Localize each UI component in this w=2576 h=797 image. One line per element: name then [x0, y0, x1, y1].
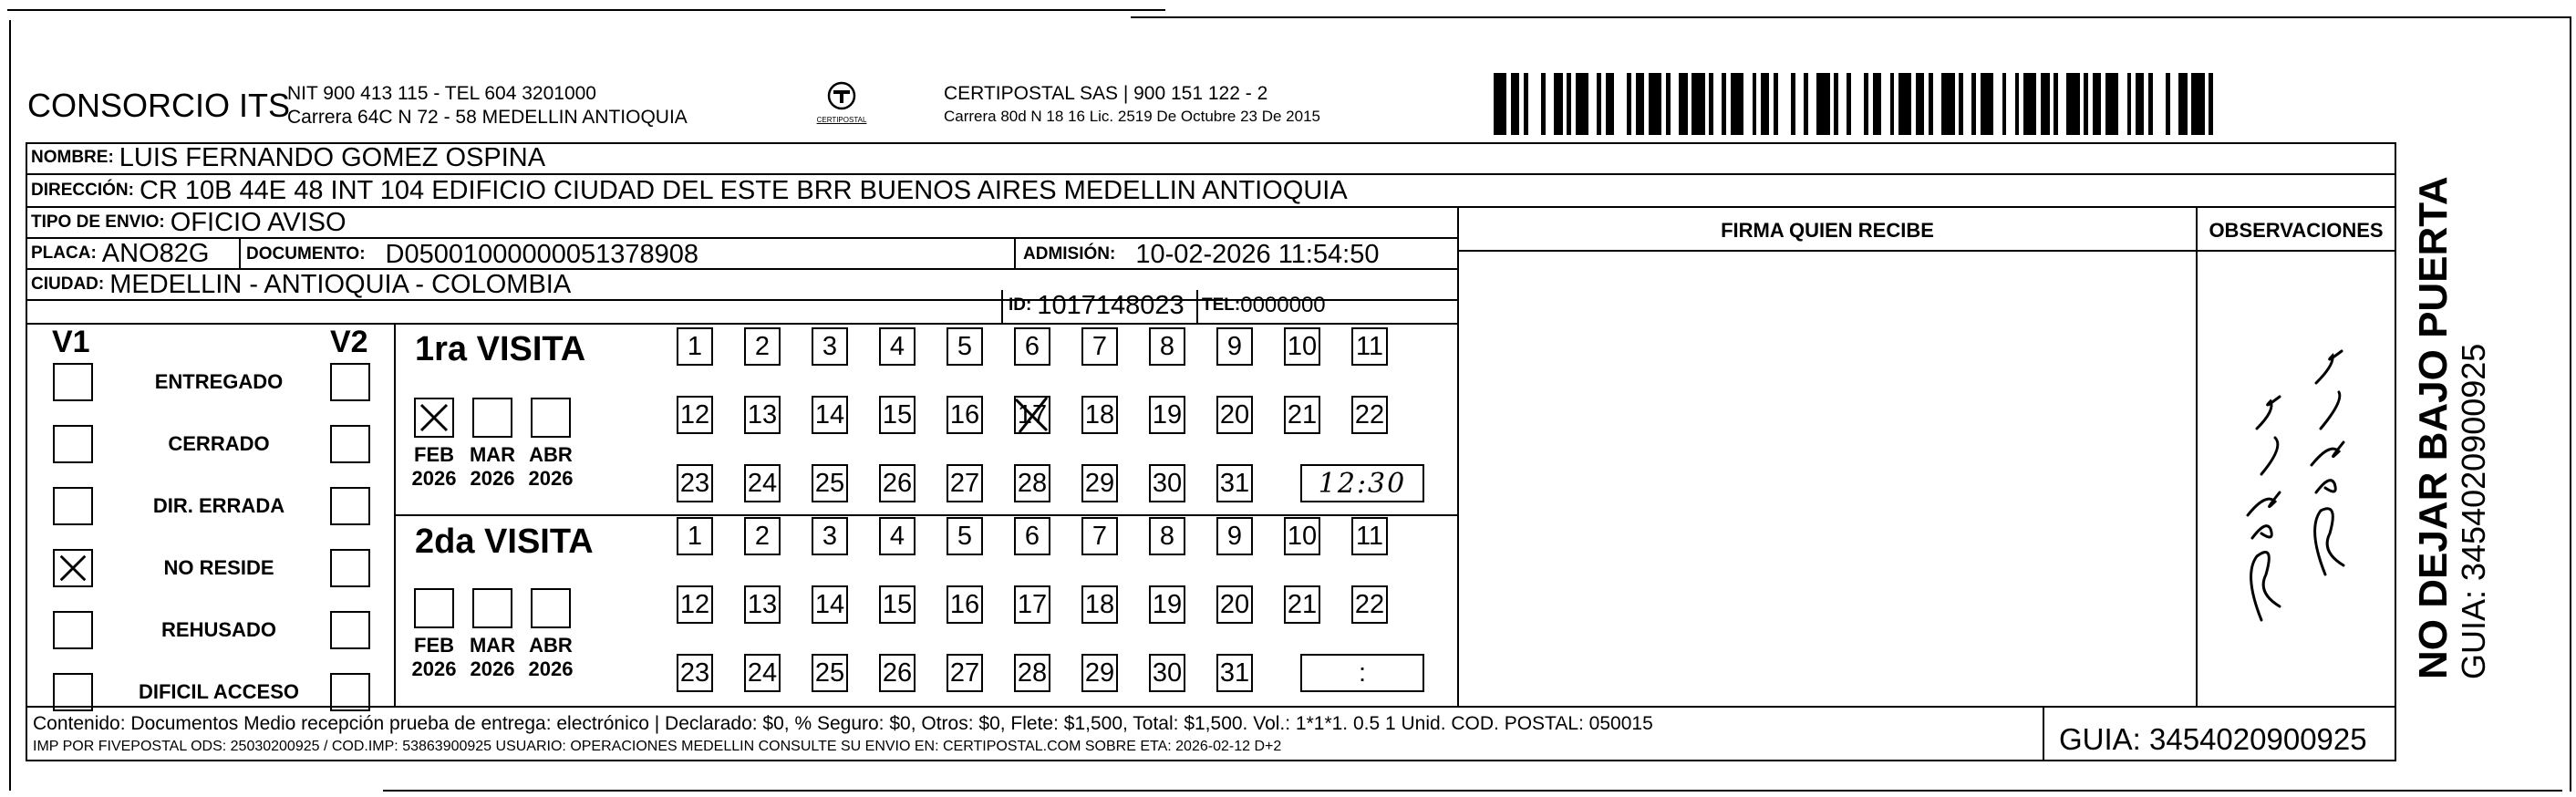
day-box[interactable] — [1216, 396, 1253, 434]
company-name: CONSORCIO ITS — [27, 87, 291, 124]
barcode-bar — [1494, 73, 1506, 135]
tipo-value: OFICIO AVISO — [170, 207, 347, 237]
day-number: 8 — [1159, 521, 1175, 551]
row-direccion — [27, 175, 2396, 208]
day-box[interactable] — [1351, 585, 1388, 624]
day-number: 27 — [949, 657, 980, 688]
placa-value: ANO82G — [101, 238, 210, 268]
row-nombre — [27, 142, 2396, 175]
day-number: 5 — [957, 521, 973, 551]
day-box[interactable] — [677, 585, 713, 624]
v2-checkbox-4[interactable] — [330, 549, 370, 587]
side-warning-block — [2412, 176, 2492, 679]
day-number: 20 — [1219, 399, 1250, 430]
day-box[interactable] — [812, 396, 848, 434]
reason-label: REHUSADO — [161, 618, 276, 641]
barcode-bar — [1743, 73, 1752, 135]
month-checkbox[interactable] — [472, 588, 512, 628]
admision-value: 10-02-2026 11:54:50 — [1135, 239, 1380, 269]
month-year: 2026 — [528, 467, 574, 490]
v2-checkbox-1[interactable] — [330, 363, 370, 401]
id-field — [1009, 288, 1185, 323]
barcode-bar — [2066, 73, 2079, 135]
v1-label: V1 — [52, 325, 90, 359]
v1-checkbox-4[interactable] — [53, 549, 93, 587]
courier-info — [944, 82, 1320, 128]
day-box[interactable] — [1149, 517, 1185, 555]
day-number: 19 — [1152, 589, 1183, 619]
tel-label: TEL: — [1202, 295, 1241, 315]
month-checkbox[interactable] — [531, 588, 571, 628]
day-number: 10 — [1287, 331, 1318, 361]
month-checkbox[interactable] — [414, 398, 454, 438]
v1-checkbox-5[interactable] — [53, 611, 93, 649]
barcode-bar — [1993, 73, 2002, 135]
month-label — [465, 443, 520, 491]
ciudad-value: MEDELLIN - ANTIOQUIA - COLOMBIA — [109, 269, 572, 299]
footer-details — [33, 713, 2021, 755]
x-mark-icon — [55, 551, 91, 585]
month-label — [523, 634, 578, 681]
day-box[interactable] — [1081, 517, 1118, 555]
company-nit: NIT 900 413 115 - TEL 604 3201000 — [287, 83, 596, 104]
firma-area[interactable] — [1461, 254, 2194, 704]
day-box[interactable] — [947, 654, 983, 692]
month-checkbox[interactable] — [472, 398, 512, 438]
day-box[interactable] — [1149, 464, 1185, 502]
footer-line1: Contenido: Documentos Medio recepción prueba de entrega: electrónico | Declarado: $0, % Seguro: $0, Otros: $0, Flete: $1,500, Total: $1,500. Vol.: 1*1*1. 0.5 1 Unid. COD. POSTAL: 050015 — [33, 713, 1653, 734]
barcode-bar — [2118, 73, 2126, 135]
month-checkbox[interactable] — [531, 398, 571, 438]
month-checkbox[interactable] — [414, 588, 454, 628]
day-box[interactable] — [812, 327, 848, 366]
month-name: ABR — [529, 634, 573, 657]
side-warning: NO DEJAR BAJO PUERTA — [2411, 176, 2456, 679]
day-box[interactable] — [947, 464, 983, 502]
day-number: 11 — [1355, 331, 1384, 361]
day-box[interactable] — [677, 396, 713, 434]
day-number: 16 — [949, 399, 980, 430]
day-box[interactable] — [1216, 517, 1253, 555]
nombre-label: NOMBRE: — [31, 148, 114, 167]
month-year: 2026 — [411, 467, 457, 490]
month-year: 2026 — [470, 467, 515, 490]
footer-guia: GUIA: 3454020900925 — [2059, 722, 2367, 756]
day-number: 17 — [1017, 399, 1048, 430]
v1-checkbox-3[interactable] — [53, 487, 93, 525]
day-number: 5 — [957, 331, 973, 361]
day-box[interactable] — [1081, 327, 1118, 366]
day-number: 28 — [1017, 657, 1048, 688]
day-box[interactable] — [744, 327, 781, 366]
day-number: 8 — [1159, 331, 1175, 361]
barcode-bar — [2006, 73, 2014, 135]
day-number: 1 — [687, 521, 703, 551]
day-box[interactable] — [947, 396, 983, 434]
visit1-title: 1ra VISITA — [415, 330, 586, 368]
day-number: 25 — [814, 468, 845, 498]
day-number: 11 — [1355, 521, 1384, 551]
day-number: 18 — [1084, 589, 1115, 619]
day-number: 21 — [1287, 589, 1318, 619]
day-number: 13 — [747, 589, 778, 619]
company-address: Carrera 64C N 72 - 58 MEDELLIN ANTIOQUIA — [287, 107, 688, 128]
day-box[interactable] — [1351, 396, 1388, 434]
day-number: 31 — [1219, 468, 1250, 498]
visit2-time-value: : — [1358, 657, 1367, 688]
day-box[interactable] — [947, 517, 983, 555]
barcode-bar — [1898, 73, 1911, 135]
documento-value: D05001000000051378908 — [385, 239, 699, 269]
day-box[interactable] — [1216, 585, 1253, 624]
barcode-bar — [2058, 73, 2066, 135]
day-number: 30 — [1152, 468, 1183, 498]
firma-header: FIRMA QUIEN RECIBE — [1721, 219, 1934, 242]
barcode — [1494, 73, 2223, 135]
tipo-label: TIPO DE ENVIO: — [31, 212, 165, 232]
barcode-bar — [1671, 73, 1679, 135]
barcode-bar — [1761, 73, 1769, 135]
day-number: 6 — [1024, 521, 1040, 551]
day-box[interactable] — [879, 585, 916, 624]
day-number: 2 — [754, 521, 771, 551]
visit1-time-value: 12:30 — [1318, 467, 1407, 500]
barcode-bar — [1588, 73, 1597, 135]
v2-checkbox-3[interactable] — [330, 487, 370, 525]
day-box[interactable] — [1081, 585, 1118, 624]
logo-text: CERTIPOSTAL — [816, 116, 867, 124]
barcode-bar — [1614, 73, 1627, 135]
day-number: 23 — [679, 468, 710, 498]
month-year: 2026 — [528, 657, 574, 680]
barcode-bar — [1554, 73, 1562, 135]
day-number: 26 — [882, 657, 913, 688]
day-number: 19 — [1152, 399, 1183, 430]
id-label: ID: — [1009, 295, 1032, 315]
day-box[interactable] — [812, 585, 848, 624]
nombre-value: LUIS FERNANDO GOMEZ OSPINA — [119, 142, 546, 172]
barcode-bar — [1981, 73, 1993, 135]
barcode-bar — [1816, 73, 1829, 135]
x-mark-icon — [416, 399, 452, 436]
month-year: 2026 — [411, 657, 457, 680]
day-number: 12 — [679, 399, 710, 430]
barcode-bar — [2093, 73, 2101, 135]
day-number: 6 — [1024, 331, 1040, 361]
barcode-bar — [1933, 73, 1941, 135]
day-box[interactable] — [744, 396, 781, 434]
day-box[interactable] — [1014, 464, 1050, 502]
day-box[interactable] — [812, 517, 848, 555]
day-box[interactable] — [812, 464, 848, 502]
side-guia: GUIA: 3454020900925 — [2455, 343, 2492, 679]
barcode-bar — [1606, 73, 1614, 135]
reason-label: ENTREGADO — [154, 370, 284, 393]
admision-field — [1023, 239, 1379, 270]
footer-line2: IMP POR FIVEPOSTAL ODS: 25030200925 / COD.IMP: 53863900925 USUARIO: OPERACIONES MEDELLIN CONSULTE SU ENVIO EN: CERTIPOSTAL.COM SOBRE ETA: 2026-02-12 D+2 — [33, 739, 1282, 754]
reason-label: NO RESIDE — [163, 556, 274, 579]
day-number: 4 — [889, 521, 905, 551]
day-box[interactable] — [1216, 464, 1253, 502]
day-box[interactable] — [1284, 585, 1320, 624]
day-number: 9 — [1226, 521, 1243, 551]
day-box[interactable] — [879, 654, 916, 692]
day-box[interactable] — [879, 517, 916, 555]
day-box[interactable] — [744, 654, 781, 692]
day-number: 15 — [882, 589, 913, 619]
barcode-bar — [2136, 73, 2144, 135]
day-box[interactable] — [1014, 654, 1050, 692]
barcode-bar — [1731, 73, 1743, 135]
day-number: 31 — [1219, 657, 1250, 688]
barcode-bar — [1511, 73, 1519, 135]
day-box[interactable] — [1014, 396, 1050, 434]
day-number: 7 — [1091, 521, 1108, 551]
barcode-bar — [2213, 73, 2221, 135]
v2-label: V2 — [330, 325, 368, 359]
month-label — [407, 634, 461, 681]
day-box[interactable] — [1081, 396, 1118, 434]
barcode-bar — [1851, 73, 1864, 135]
day-box[interactable] — [1014, 585, 1050, 624]
month-label — [407, 443, 461, 491]
day-box[interactable] — [947, 585, 983, 624]
day-number: 30 — [1152, 657, 1183, 688]
direccion-label: DIRECCIÓN: — [31, 181, 134, 200]
day-box[interactable] — [1351, 517, 1388, 555]
barcode-bar — [1881, 73, 1889, 135]
v2-checkbox-5[interactable] — [330, 611, 370, 649]
placa-label: PLACA: — [31, 243, 97, 263]
documento-label: DOCUMENTO: — [246, 244, 366, 264]
day-number: 24 — [747, 468, 778, 498]
month-name: ABR — [529, 443, 573, 466]
day-box[interactable] — [1081, 464, 1118, 502]
day-box[interactable] — [1149, 585, 1185, 624]
barcode-bar — [2023, 73, 2036, 135]
day-number: 23 — [679, 657, 710, 688]
month-label — [523, 443, 578, 491]
day-box[interactable] — [879, 396, 916, 434]
v1-checkbox-2[interactable] — [53, 425, 93, 463]
v1-checkbox-1[interactable] — [53, 363, 93, 401]
barcode-bar — [1691, 73, 1704, 135]
courier-nit: CERTIPOSTAL SAS | 900 151 122 - 2 — [944, 83, 1268, 104]
month-name: FEB — [414, 443, 454, 466]
ciudad-label: CIUDAD: — [31, 274, 105, 294]
id-value: 1017148023 — [1037, 290, 1185, 320]
courier-address: Carrera 80d N 18 16 Lic. 2519 De Octubre 23 De 2015 — [944, 108, 1320, 125]
barcode-bar — [1873, 73, 1881, 135]
certipostal-logo — [810, 80, 874, 128]
day-number: 14 — [814, 399, 845, 430]
tel-field — [1202, 288, 1326, 323]
day-number: 18 — [1084, 399, 1115, 430]
reason-label: DIFICIL ACCESO — [138, 680, 299, 703]
day-number: 22 — [1354, 589, 1385, 619]
barcode-bar — [1963, 73, 1971, 135]
day-box[interactable] — [1351, 327, 1388, 366]
day-number: 16 — [949, 589, 980, 619]
day-box[interactable] — [1284, 517, 1320, 555]
barcode-bar — [2041, 73, 2049, 135]
day-number: 29 — [1084, 468, 1115, 498]
reason-label: CERRADO — [168, 432, 270, 455]
barcode-bar — [1941, 73, 1954, 135]
day-box[interactable] — [1149, 654, 1185, 692]
barcode-bar — [1528, 73, 1541, 135]
visit1-time[interactable] — [1300, 464, 1424, 502]
company-info — [287, 82, 688, 129]
day-number: 3 — [822, 331, 838, 361]
day-number: 21 — [1287, 399, 1318, 430]
barcode-bar — [1679, 73, 1687, 135]
barcode-bar — [1546, 73, 1554, 135]
day-box[interactable] — [1216, 654, 1253, 692]
barcode-bar — [1713, 73, 1722, 135]
visit2-time[interactable] — [1300, 654, 1424, 692]
v2-checkbox-2[interactable] — [330, 425, 370, 463]
day-number: 27 — [949, 468, 980, 498]
month-name: FEB — [414, 634, 454, 657]
barcode-bar — [1795, 73, 1804, 135]
day-box[interactable] — [1284, 327, 1320, 366]
day-number: 15 — [882, 399, 913, 430]
day-box[interactable] — [1149, 396, 1185, 434]
barcode-bar — [1778, 73, 1791, 135]
barcode-bar — [2191, 73, 2204, 135]
barcode-bar — [2170, 73, 2178, 135]
barcode-bar — [2105, 73, 2118, 135]
day-number: 10 — [1287, 521, 1318, 551]
day-box[interactable] — [1149, 327, 1185, 366]
x-mark-icon — [1012, 394, 1052, 436]
handwritten-observation — [2225, 347, 2389, 647]
barcode-bar — [1636, 73, 1644, 135]
logo-icon — [823, 80, 860, 111]
day-box[interactable] — [677, 464, 713, 502]
month-year: 2026 — [470, 657, 515, 680]
direccion-value: CR 10B 44E 48 INT 104 EDIFICIO CIUDAD DEL ESTE BRR BUENOS AIRES MEDELLIN ANTIOQUIA — [139, 175, 1348, 205]
day-box[interactable] — [677, 517, 713, 555]
day-box[interactable] — [1284, 396, 1320, 434]
day-number: 28 — [1017, 468, 1048, 498]
day-box[interactable] — [744, 464, 781, 502]
day-number: 1 — [687, 331, 703, 361]
day-number: 7 — [1091, 331, 1108, 361]
day-box[interactable] — [677, 654, 713, 692]
barcode-bar — [2178, 73, 2187, 135]
day-number: 13 — [747, 399, 778, 430]
barcode-bar — [1576, 73, 1588, 135]
day-box[interactable] — [744, 585, 781, 624]
day-number: 24 — [747, 657, 778, 688]
day-number: 4 — [889, 331, 905, 361]
day-box[interactable] — [677, 327, 713, 366]
day-number: 29 — [1084, 657, 1115, 688]
day-number: 2 — [754, 331, 771, 361]
day-number: 12 — [679, 589, 710, 619]
day-box[interactable] — [1081, 654, 1118, 692]
day-box[interactable] — [812, 654, 848, 692]
barcode-bar — [1838, 73, 1847, 135]
day-box[interactable] — [879, 464, 916, 502]
day-box[interactable] — [1014, 327, 1050, 366]
day-number: 22 — [1354, 399, 1385, 430]
barcode-bar — [1649, 73, 1661, 135]
day-number: 25 — [814, 657, 845, 688]
day-box[interactable] — [879, 327, 916, 366]
day-box[interactable] — [1014, 517, 1050, 555]
reason-label: DIR. ERRADA — [152, 494, 285, 517]
day-box[interactable] — [744, 517, 781, 555]
day-number: 9 — [1226, 331, 1243, 361]
day-number: 26 — [882, 468, 913, 498]
month-name: MAR — [469, 634, 516, 657]
documento-field — [246, 239, 698, 270]
month-label — [465, 634, 520, 681]
day-number: 3 — [822, 521, 838, 551]
month-name: MAR — [469, 443, 516, 466]
barcode-bar — [1808, 73, 1816, 135]
barcode-bar — [2153, 73, 2166, 135]
barcode-bar — [1916, 73, 1924, 135]
admision-label: ADMISIÓN: — [1023, 244, 1116, 264]
day-number: 14 — [814, 589, 845, 619]
day-box[interactable] — [947, 327, 983, 366]
visit2-title: 2da VISITA — [415, 523, 594, 561]
tel-value: 0000000 — [1240, 293, 1326, 317]
observaciones-header: OBSERVACIONES — [2209, 219, 2384, 242]
day-number: 17 — [1017, 589, 1048, 619]
day-number: 20 — [1219, 589, 1250, 619]
day-box[interactable] — [1216, 327, 1253, 366]
row-tipo — [27, 208, 1459, 239]
